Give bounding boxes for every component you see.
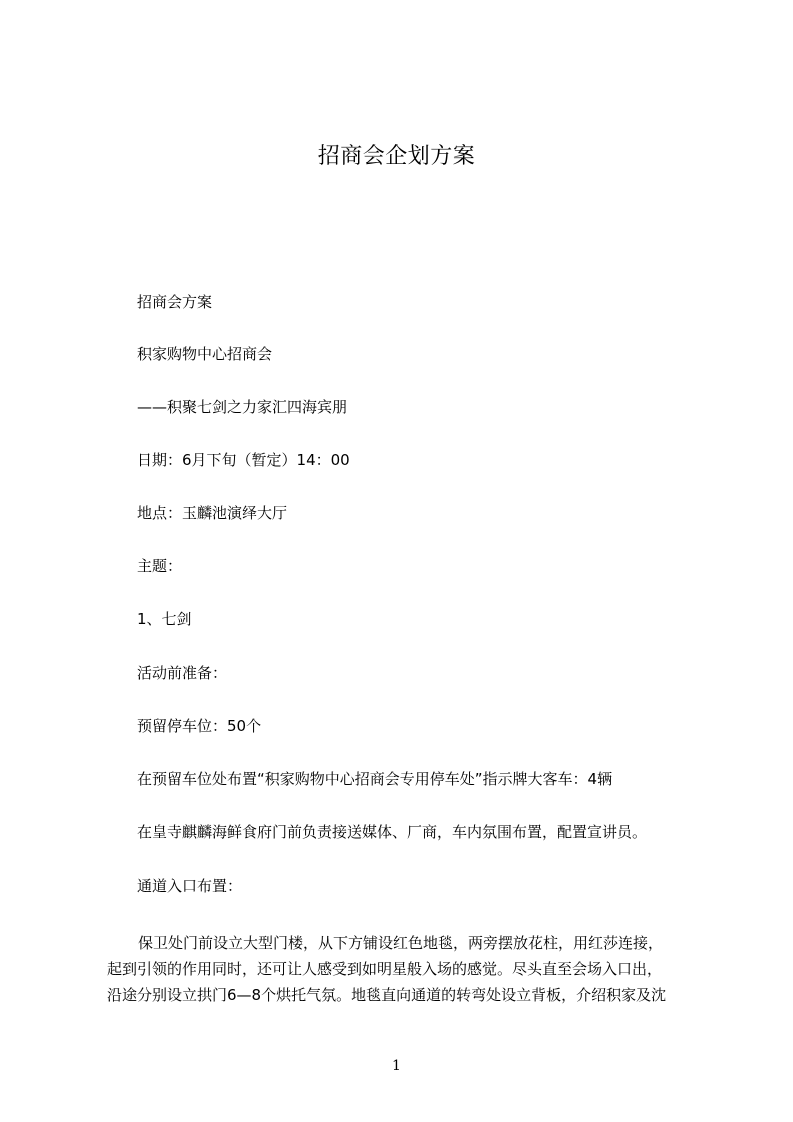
paragraph-line: 保卫处门前设立大型门楼，从下方铺设红色地毯，两旁摆放花柱，用红莎连接， [138,934,664,952]
text-line-entrance-setup: 通道入口布置： [137,877,243,895]
text-line-slogan: ——积聚七剑之力家汇四海宾朋 [137,398,348,416]
paragraph-line: 起到引领的作用同时，还可让人感受到如明星般入场的感觉。尽头直至会场入口出， [107,960,663,978]
text-line-parking-sign: 在预留车位处布置“积家购物中心招商会专用停车处”指示牌大客车：4辆 [137,770,613,788]
page-number: 1 [392,1058,401,1074]
text-line-event-name: 积家购物中心招商会 [137,345,273,363]
text-line-date: 日期：6月下旬（暂定）14：00 [137,451,350,469]
text-line-parking: 预留停车位：50个 [137,717,262,735]
text-line-theme-item: 1、七剑 [137,610,192,628]
text-line-shuttle: 在皇寺麒麟海鲜食府门前负责接送媒体、厂商，车内氛围布置，配置宣讲员。 [137,823,648,841]
text-line-theme: 主题： [137,557,183,575]
body-paragraph [107,930,699,1008]
paragraph-line: 沿途分别设立拱门6—8个烘托气氛。地毯直向通道的转弯处设立背板，介绍积家及沈 [107,986,667,1004]
text-line-preparation: 活动前准备： [137,664,228,682]
document-title: 招商会企划方案 [317,144,476,169]
text-line-location: 地点：玉麟池演绎大厅 [137,504,288,522]
text-line-plan-heading: 招商会方案 [137,293,213,311]
